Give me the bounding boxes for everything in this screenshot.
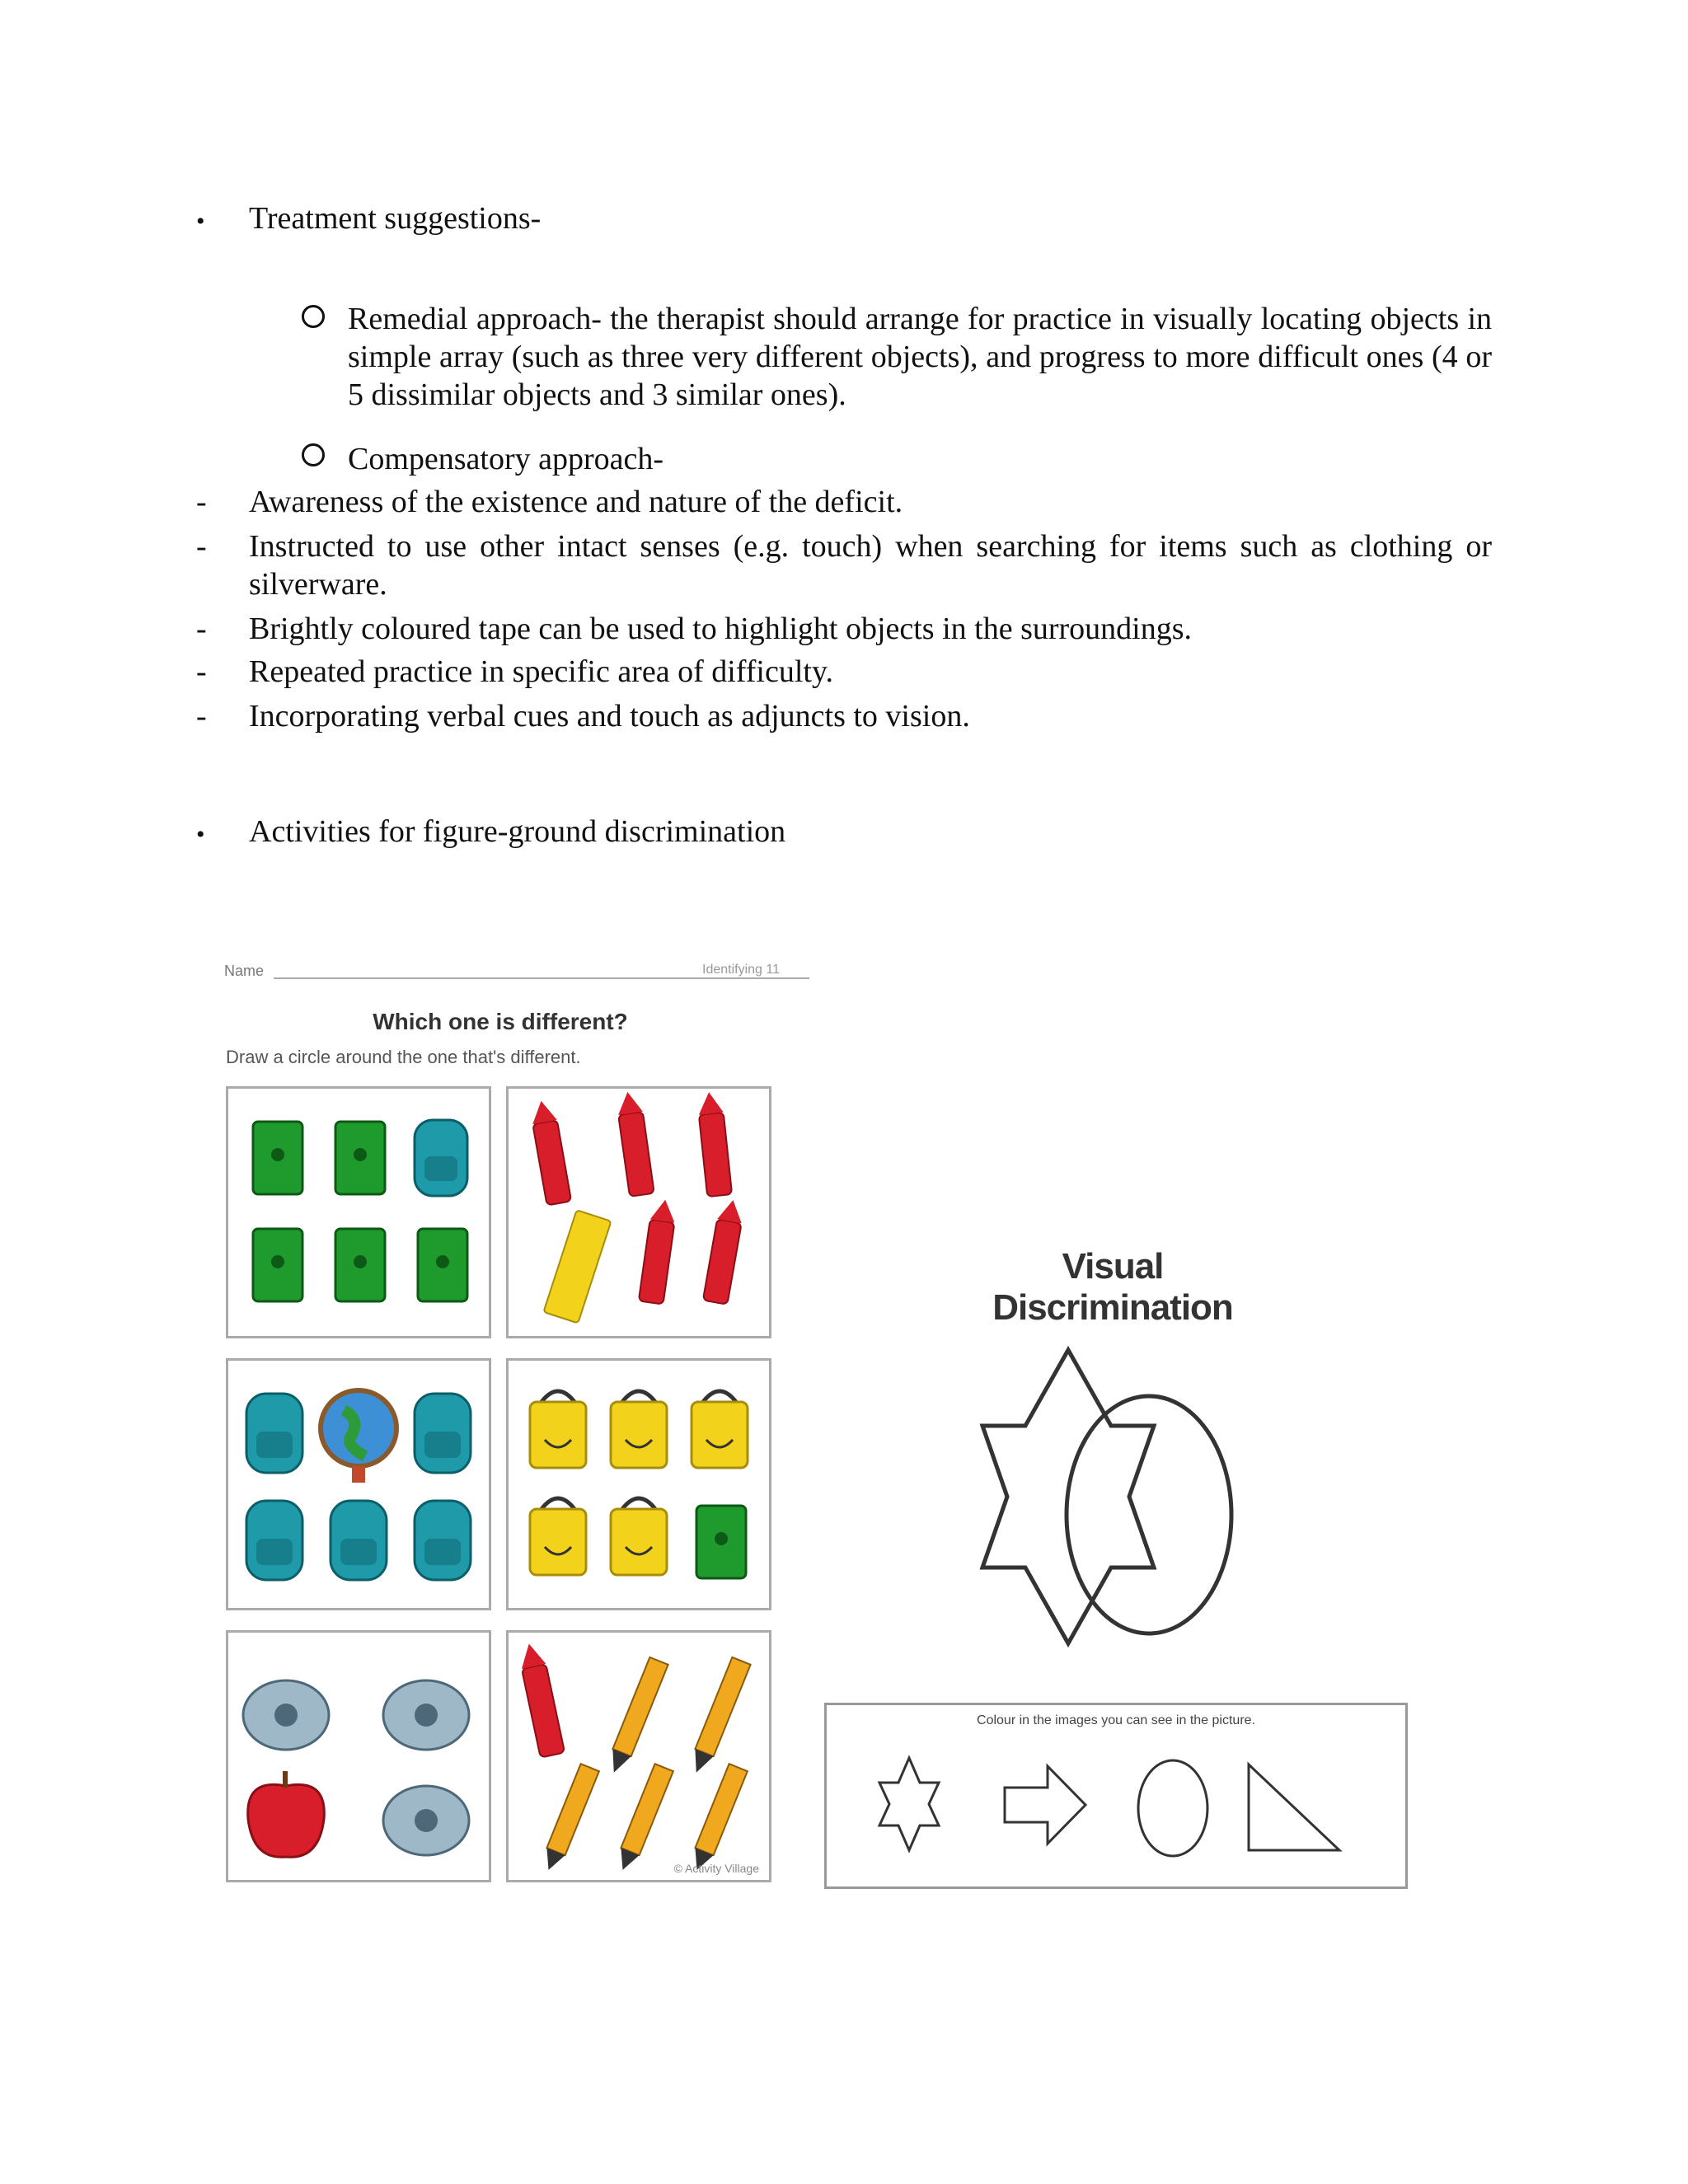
puzzle-cell-tape	[226, 1630, 491, 1882]
dash-bullet: -	[196, 654, 207, 689]
tape-dispenser-icon	[243, 1680, 329, 1750]
name-label: Name	[224, 963, 265, 979]
circle-shape-icon	[1067, 1396, 1231, 1633]
pencil-icon	[687, 1764, 747, 1873]
dash-bullet: -	[196, 699, 207, 733]
backpack-icon	[415, 1501, 471, 1580]
tape-dispenser-icon	[383, 1786, 469, 1855]
books-illustration	[228, 1089, 489, 1336]
arrow-right-icon	[1000, 1760, 1090, 1850]
bullet: •	[196, 208, 205, 235]
list-item: Instructed to use other intact senses (e.g. touch) when searching for items such as clothing or silverware.	[249, 529, 1492, 602]
circle-bullet-icon	[302, 305, 325, 328]
book-icon	[335, 1122, 385, 1194]
puzzle-cell-pencils	[506, 1630, 771, 1882]
puzzle-cell-backpacks	[226, 1358, 491, 1610]
crayon-icon	[529, 1099, 571, 1205]
crayons-illustration	[509, 1089, 769, 1336]
book-icon	[418, 1229, 467, 1301]
activities-heading: Activities for figure-ground discrimination	[249, 814, 786, 849]
list-item: Incorporating verbal cues and touch as adjuncts to vision.	[249, 699, 970, 733]
crayon-icon	[703, 1198, 745, 1305]
bullet: •	[196, 821, 205, 848]
pencils-illustration	[509, 1633, 769, 1880]
list-item: Repeated practice in specific area of difficulty.	[249, 654, 833, 689]
treatment-heading: Treatment suggestions-	[249, 201, 542, 236]
compensatory-heading: Compensatory approach-	[348, 442, 664, 476]
circle-bullet-icon	[302, 443, 325, 466]
book-icon	[335, 1229, 385, 1301]
lunchboxes-illustration	[509, 1361, 769, 1608]
tape-dispenser-icon	[383, 1680, 469, 1750]
remedial-approach-text: Remedial approach- the therapist should arrange for practice in visually locating objects in simple array (such as three very different objects), and progress to more difficult ones (4 or 5 dissimilar objects and 3 similar ones).	[348, 302, 1492, 412]
dash-bullet: -	[196, 612, 207, 646]
crayon-icon	[639, 1198, 678, 1305]
lunchbox-icon	[692, 1391, 748, 1468]
backpack-icon	[415, 1120, 467, 1196]
crayon-icon	[616, 1090, 654, 1197]
book-icon	[253, 1122, 302, 1194]
book-icon	[696, 1506, 746, 1578]
worksheet-question: Which one is different?	[373, 1009, 628, 1034]
overlapping-shapes-figure	[973, 1335, 1269, 1681]
list-item: Brightly coloured tape can be used to highlight objects in the surroundings.	[249, 612, 1193, 646]
tape-illustration	[228, 1633, 489, 1880]
backpack-icon	[331, 1501, 387, 1580]
globe-icon	[321, 1390, 396, 1483]
pencil-icon	[539, 1764, 598, 1873]
pencil-icon	[605, 1657, 668, 1776]
list-item: Awareness of the existence and nature of the deficit.	[249, 485, 903, 519]
pencil-icon	[687, 1657, 751, 1776]
crayon-icon	[696, 1091, 732, 1197]
pencil-icon	[613, 1764, 673, 1873]
lunchbox-icon	[530, 1498, 586, 1575]
dash-bullet: -	[196, 485, 207, 519]
credit-label: © Activity Village	[673, 1862, 759, 1875]
puzzle-cell-lunchboxes	[506, 1358, 771, 1610]
puzzle-cell-books	[226, 1086, 491, 1338]
dash-bullet: -	[196, 529, 207, 564]
identifier-label: Identifying 11	[702, 963, 780, 977]
lunchbox-icon	[611, 1391, 667, 1468]
triangle-icon	[1244, 1760, 1344, 1855]
backpack-icon	[246, 1501, 302, 1580]
ruler-icon	[543, 1210, 611, 1323]
crayon-icon	[517, 1641, 565, 1757]
circle-shape-icon	[1133, 1756, 1212, 1860]
which-one-is-different-worksheet	[216, 954, 785, 1890]
name-line	[274, 977, 809, 979]
lunchbox-icon	[530, 1391, 586, 1468]
shape-options-box	[824, 1703, 1408, 1889]
puzzle-cell-crayons	[506, 1086, 771, 1338]
visual-discrimination-title: Visual Discrimination	[992, 1246, 1233, 1328]
book-icon	[253, 1229, 302, 1301]
lunchbox-icon	[611, 1498, 667, 1575]
backpack-icon	[415, 1394, 471, 1473]
shape-options-instruction: Colour in the images you can see in the picture.	[977, 1713, 1255, 1727]
backpack-icon	[246, 1394, 302, 1473]
worksheet-instruction: Draw a circle around the one that's different.	[226, 1047, 581, 1067]
star-of-david-icon	[876, 1755, 942, 1854]
backpacks-illustration	[228, 1361, 489, 1608]
apple-icon	[248, 1771, 325, 1857]
